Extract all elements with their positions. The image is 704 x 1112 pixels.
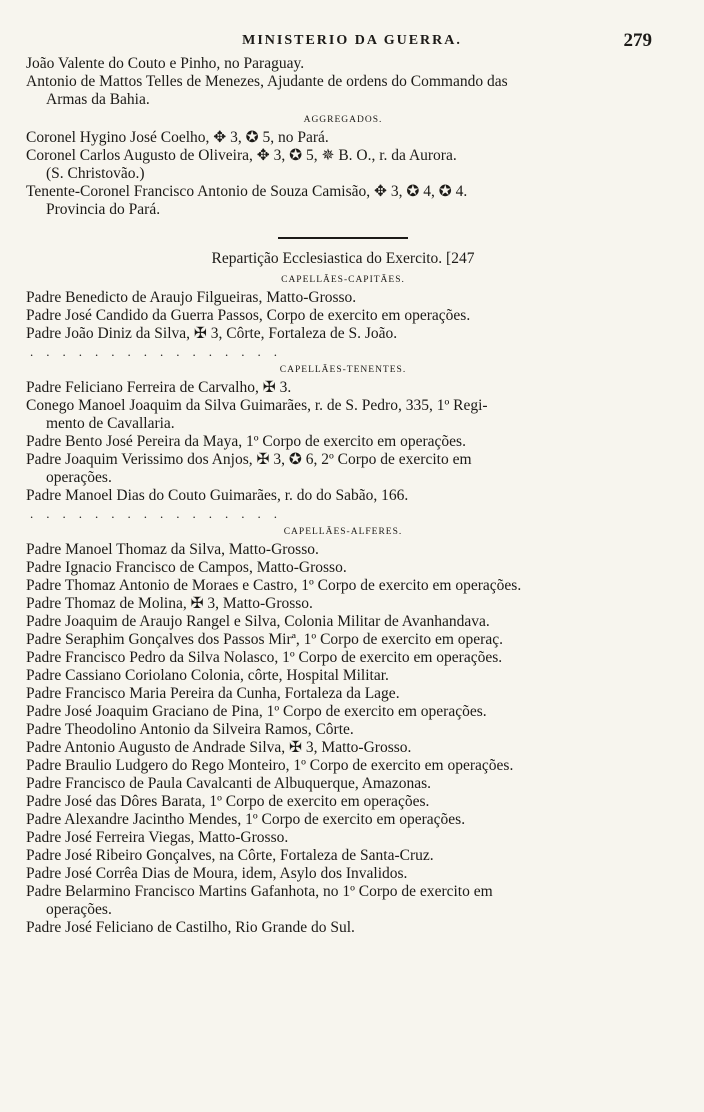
alferes-caption: CAPELLÃES-ALFERES. — [283, 527, 403, 537]
capitaes-caption: CAPELLÃES-CAPITÃES. — [281, 275, 405, 285]
list-entry-continuation: operações. — [46, 901, 112, 918]
capitaes-list — [26, 289, 660, 343]
list-entry: Padre José das Dôres Barata, 1º Corpo de exercito em operações. — [26, 793, 430, 810]
list-entry: Padre José Corrêa Dias de Moura, idem, Asylo dos Invalidos. — [26, 865, 408, 882]
list-entry: Padre Cassiano Coriolano Colonia, côrte, Hospital Militar. — [26, 667, 389, 684]
list-entry: Padre José Joaquim Graciano de Pina, 1º Corpo de exercito em operações. — [26, 703, 487, 720]
list-entry: Padre Ignacio Francisco de Campos, Matto-Grosso. — [26, 559, 347, 576]
list-entry: Padre Antonio Augusto de Andrade Silva, ✠ 3, Matto-Grosso. — [26, 739, 412, 756]
list-entry: Padre Belarmino Francisco Martins Gafanhota, no 1º Corpo de exercito em — [26, 883, 493, 900]
page-header — [0, 30, 704, 54]
section-title: Repartição Ecclesiastica do Exercito. [247 — [211, 250, 475, 267]
section-divider — [278, 237, 408, 239]
list-entry: Conego Manoel Joaquim da Silva Guimarães, r. de S. Pedro, 335, 1º Regi- — [26, 397, 488, 414]
list-entry: Padre João Diniz da Silva, ✠ 3, Côrte, Fortaleza de S. João. — [26, 325, 398, 342]
capitaes-dots: ................ — [30, 344, 290, 359]
list-entry: Padre José Feliciano de Castilho, Rio Grande do Sul. — [26, 919, 355, 936]
list-entry: Padre Thomaz de Molina, ✠ 3, Matto-Grosso. — [26, 595, 313, 612]
list-entry: Padre Thomaz Antonio de Moraes e Castro, 1º Corpo de exercito em operações. — [26, 577, 522, 594]
list-entry-continuation: operações. — [46, 469, 112, 486]
page-content — [26, 55, 660, 937]
list-entry: Padre Braulio Ludgero do Rego Monteiro, 1º Corpo de exercito em operações. — [26, 757, 514, 774]
list-entry: Padre Francisco Pedro da Silva Nolasco, 1º Corpo de exercito em operações. — [26, 649, 503, 666]
running-head: MINISTERIO DA GUERRA. — [242, 33, 462, 48]
list-entry: Padre Alexandre Jacintho Mendes, 1º Corpo de exercito em operações. — [26, 811, 466, 828]
list-entry-continuation: Provincia do Pará. — [46, 201, 161, 218]
list-entry: Padre Francisco Maria Pereira da Cunha, Fortaleza da Lage. — [26, 685, 400, 702]
list-entry: Padre Seraphim Gonçalves dos Passos Mirª, 1º Corpo de exercito em operaç. — [26, 631, 503, 648]
list-entry: Padre Feliciano Ferreira de Carvalho, ✠ 3. — [26, 379, 292, 396]
alferes-list — [26, 541, 660, 937]
top-entries-list — [26, 55, 660, 109]
list-entry-continuation: Armas da Bahia. — [46, 91, 150, 108]
list-entry: João Valente do Couto e Pinho, no Paraguay. — [26, 55, 305, 72]
list-entry: Padre Joaquim Verissimo dos Anjos, ✠ 3, ✪ 6, 2º Corpo de exercito em — [26, 451, 472, 468]
list-entry: Tenente-Coronel Francisco Antonio de Souza Camisão, ✥ 3, ✪ 4, ✪ 4. — [26, 183, 468, 200]
aggregados-caption: AGGREGADOS. — [303, 115, 383, 125]
tenentes-caption: CAPELLÃES-TENENTES. — [279, 365, 407, 375]
tenentes-list — [26, 379, 660, 505]
list-entry: Antonio de Mattos Telles de Menezes, Ajudante de ordens do Commando das — [26, 73, 508, 90]
page-number: 279 — [623, 30, 652, 51]
list-entry-continuation: mento de Cavallaria. — [46, 415, 175, 432]
tenentes-dots: ................ — [30, 506, 290, 521]
list-entry: Coronel Hygino José Coelho, ✥ 3, ✪ 5, no Pará. — [26, 129, 329, 146]
list-entry: Padre Benedicto de Araujo Filgueiras, Matto-Grosso. — [26, 289, 357, 306]
list-entry: Padre Joaquim de Araujo Rangel e Silva, Colonia Militar de Avanhandava. — [26, 613, 490, 630]
list-entry: Padre Francisco de Paula Cavalcanti de Albuquerque, Amazonas. — [26, 775, 432, 792]
list-entry: Padre José Candido da Guerra Passos, Corpo de exercito em operações. — [26, 307, 471, 324]
list-entry: Padre Manoel Thomaz da Silva, Matto-Grosso. — [26, 541, 319, 558]
list-entry: Padre Bento José Pereira da Maya, 1º Corpo de exercito em operações. — [26, 433, 466, 450]
list-entry: Padre Manoel Dias do Couto Guimarães, r. do do Sabão, 166. — [26, 487, 409, 504]
list-entry: Padre Theodolino Antonio da Silveira Ramos, Côrte. — [26, 721, 354, 738]
list-entry-continuation: (S. Christovão.) — [46, 165, 145, 182]
list-entry: Padre José Ferreira Viegas, Matto-Grosso. — [26, 829, 289, 846]
aggregados-list — [26, 129, 660, 219]
list-entry: Coronel Carlos Augusto de Oliveira, ✥ 3, ✪ 5, ✵ B. O., r. da Aurora. — [26, 147, 457, 164]
list-entry: Padre José Ribeiro Gonçalves, na Côrte, Fortaleza de Santa-Cruz. — [26, 847, 434, 864]
